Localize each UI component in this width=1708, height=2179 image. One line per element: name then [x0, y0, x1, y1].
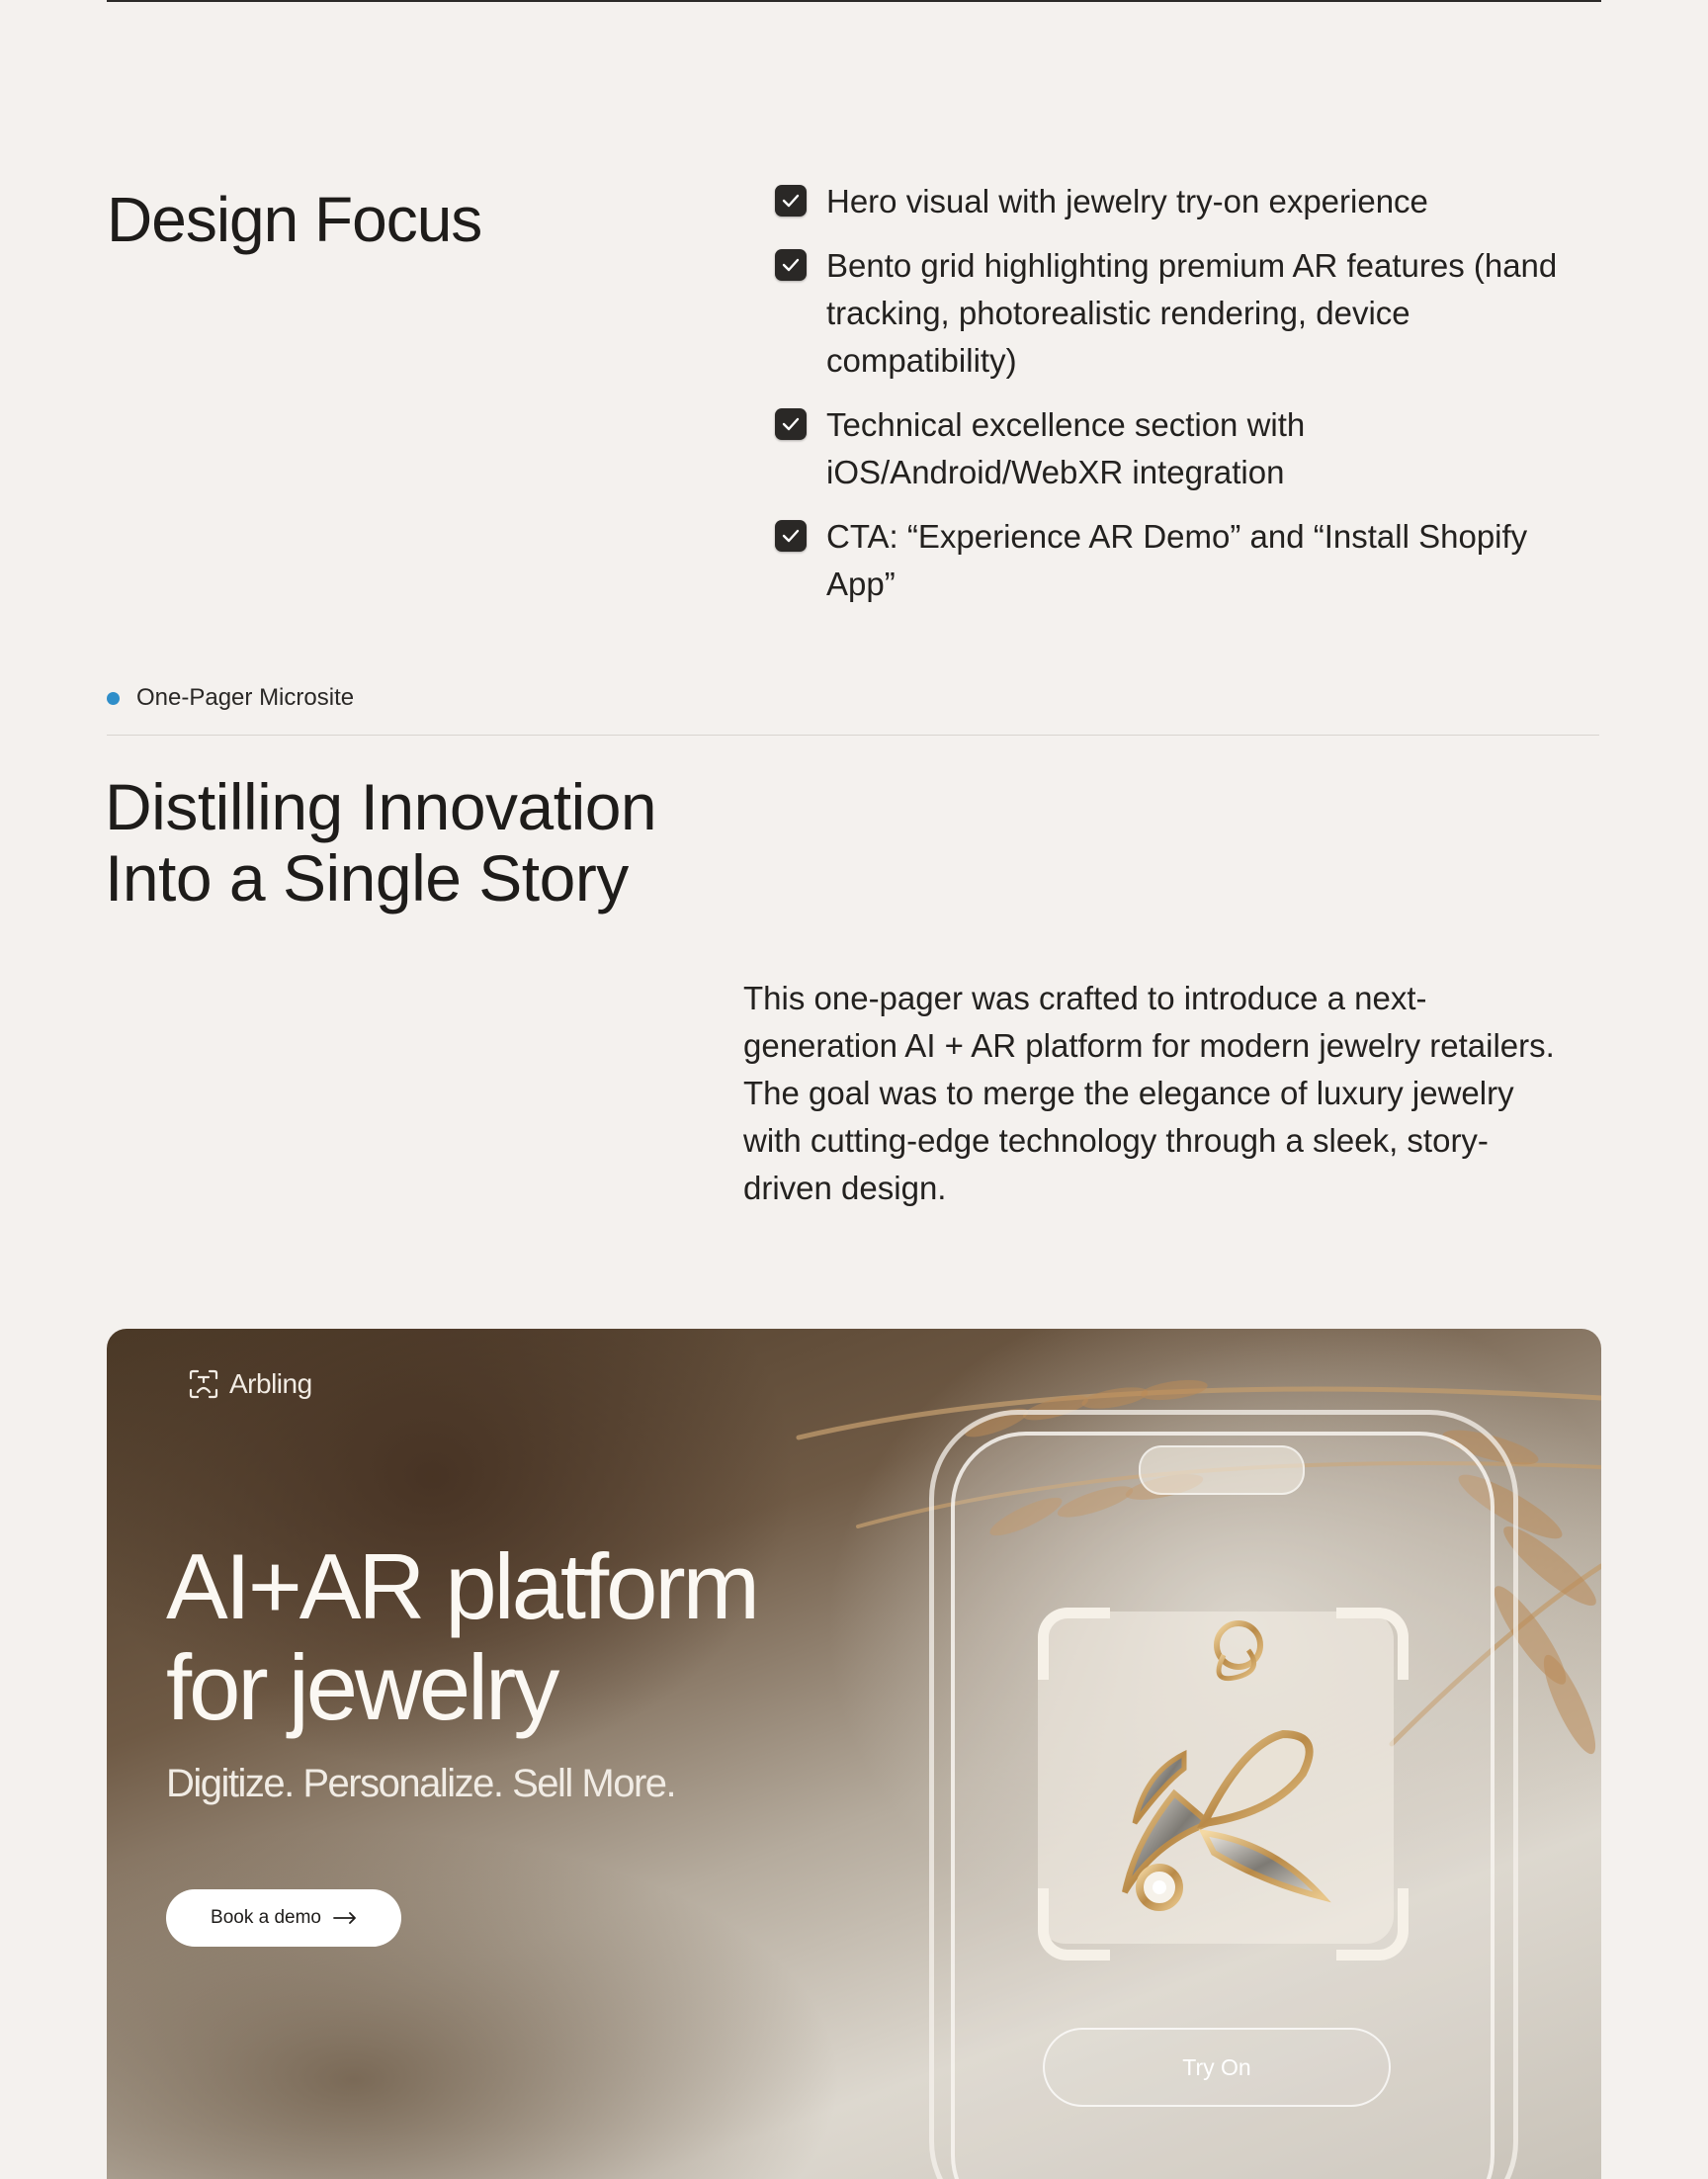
section-divider — [107, 735, 1599, 736]
story-title-line1: Distilling Innovation — [105, 770, 657, 843]
design-focus-item-text: Hero visual with jewelry try-on experience — [826, 183, 1428, 219]
brand-logo[interactable] — [188, 1368, 312, 1400]
phone-notch — [1139, 1445, 1305, 1495]
face-scan-icon — [188, 1368, 219, 1400]
hero-subtitle: Digitize. Personalize. Sell More. — [166, 1762, 676, 1805]
brand-name: Arbling — [229, 1368, 312, 1399]
tag-dot-icon — [107, 692, 120, 705]
story-title-line2: Into a Single Story — [105, 841, 629, 915]
story-body: This one-pager was crafted to introduce a next-generation AI + AR platform for modern jewelry retailers. The goal was to merge the elegance of luxury jewelry with cutting-edge technology through a sleek, story-driven design. — [743, 980, 1555, 1206]
section-tag-label: One-Pager Microsite — [136, 684, 355, 711]
design-focus-title: Design Focus — [107, 184, 482, 255]
book-demo-button[interactable] — [166, 1889, 401, 1947]
hero-title-line2: for jewelry — [166, 1635, 557, 1739]
arrow-right-icon — [333, 1912, 357, 1924]
design-focus-item — [775, 513, 1595, 608]
hero-title — [166, 1536, 858, 1738]
check-icon — [775, 408, 807, 440]
design-focus-item — [775, 242, 1595, 385]
design-focus-item-text: CTA: “Experience AR Demo” and “Install Shopify App” — [826, 518, 1528, 602]
scan-corner — [1336, 1888, 1409, 1961]
section-tag — [107, 684, 354, 712]
scan-corner — [1336, 1608, 1409, 1680]
hero-title-line1: AI+AR platform — [166, 1534, 757, 1638]
try-on-button[interactable]: Try On — [1043, 2028, 1391, 2107]
design-focus-item — [775, 178, 1595, 225]
design-focus-item-text: Technical excellence section with iOS/Android/WebXR integration — [826, 406, 1306, 490]
check-icon — [775, 185, 807, 217]
book-demo-label: Book a demo — [211, 1907, 321, 1928]
check-icon — [775, 249, 807, 281]
design-focus-list — [775, 178, 1595, 625]
scan-corner — [1038, 1888, 1110, 1961]
check-icon — [775, 520, 807, 552]
story-title — [105, 771, 797, 914]
design-focus-item — [775, 401, 1595, 496]
design-focus-item-text: Bento grid highlighting premium AR features (hand tracking, photorealistic rendering, device compatibility) — [826, 247, 1558, 379]
top-divider — [107, 0, 1601, 2]
hero-showcase — [107, 1329, 1601, 2179]
scan-corner — [1038, 1608, 1110, 1680]
